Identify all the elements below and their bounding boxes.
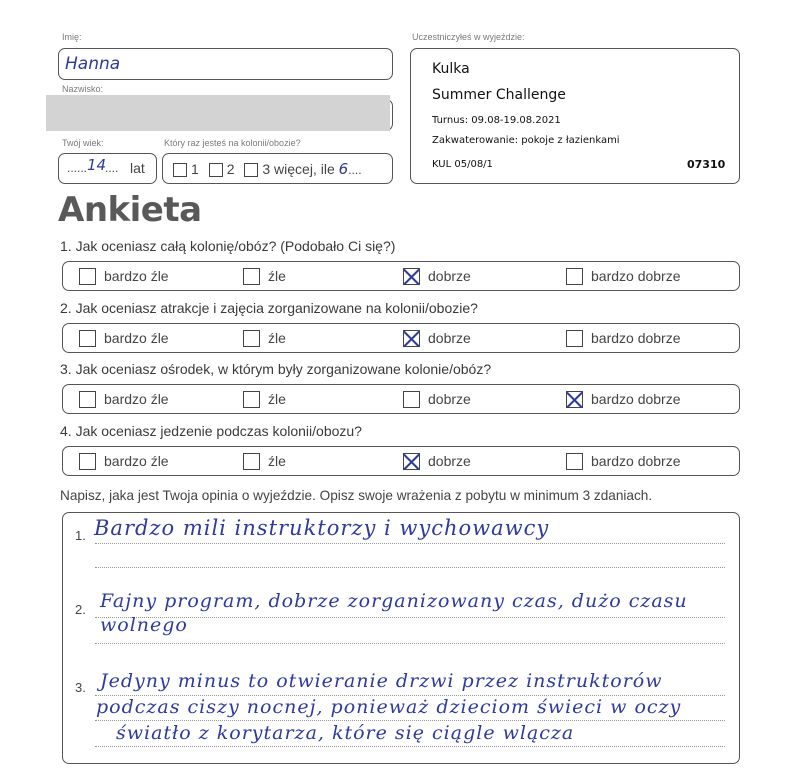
opinion-line-1: Bardzo mili instruktorzy i wychowawcy: [94, 516, 550, 540]
option-label: dobrze: [428, 453, 471, 469]
dotted-line: [95, 746, 725, 747]
opinion-line-3b: podczas ciszy nocnej, ponieważ dzieciom świeci w oczy: [96, 696, 682, 718]
option-label: bardzo dobrze: [591, 330, 681, 346]
question-4-option-2[interactable]: [243, 451, 286, 471]
checkbox[interactable]: [79, 453, 96, 470]
option-label: bardzo źle: [104, 268, 169, 284]
checkbox[interactable]: [243, 268, 260, 285]
redacted-surname: [46, 95, 390, 131]
question-1-option-1[interactable]: [79, 266, 169, 286]
question-1-answers: [62, 261, 740, 291]
wiek-suffix: ....: [105, 161, 119, 175]
question-4-option-4[interactable]: [566, 451, 681, 471]
question-4-answers: [62, 446, 740, 476]
imie-label: Imię:: [62, 32, 82, 42]
checkbox-checked[interactable]: [403, 453, 420, 470]
checkbox[interactable]: [79, 268, 96, 285]
opinion-line-3c: światło z korytarza, które się ciągle wlącza: [116, 722, 575, 744]
checkbox-checked[interactable]: [403, 268, 420, 285]
ile-suffix: ....: [348, 163, 362, 177]
imie-field[interactable]: [58, 48, 393, 80]
checkbox[interactable]: [243, 330, 260, 347]
checkbox[interactable]: [243, 391, 260, 408]
option-label: źle: [268, 330, 286, 346]
question-4-option-1[interactable]: [79, 451, 169, 471]
dotted-line: [95, 643, 725, 644]
option-label: źle: [268, 391, 286, 407]
ktory-raz-label: Który raz jesteś na kolonii/obozie?: [164, 138, 301, 148]
nazwisko-label: Nazwisko:: [62, 84, 104, 94]
option-label: dobrze: [428, 268, 471, 284]
wiek-prefix: ......: [67, 161, 88, 175]
opinion-line-3a: Jedyny minus to otwieranie drzwi przez instruktorów: [100, 670, 663, 692]
checkbox[interactable]: [566, 330, 583, 347]
question-3-option-1[interactable]: [79, 389, 169, 409]
checkbox[interactable]: [243, 453, 260, 470]
option-label: bardzo dobrze: [591, 391, 681, 407]
opinion-line-2a: Fajny program, dobrze zorganizowany czas, dużo czasu: [100, 590, 688, 612]
trip-name-line2: Summer Challenge: [432, 87, 566, 103]
imie-value: Hanna: [65, 54, 121, 74]
checkbox-checked[interactable]: [403, 330, 420, 347]
opt3-label: 3 więcej, ile: [262, 161, 335, 177]
option-label: bardzo źle: [104, 391, 169, 407]
trip-number: 07310: [687, 158, 726, 171]
checkbox[interactable]: [566, 453, 583, 470]
question-3-answers: [62, 384, 740, 414]
opinion-prompt: Napisz, jaka jest Twoja opinia o wyjeździe. Opisz swoje wrażenia z pobytu w minimum 3 zdaniach.: [60, 488, 653, 503]
question-4-option-3[interactable]: [403, 451, 471, 471]
question-2-option-2[interactable]: [243, 328, 286, 348]
opt2-label: 2: [226, 161, 235, 177]
checkbox[interactable]: [79, 330, 96, 347]
opinion-number-1: 1.: [75, 528, 86, 543]
option-label: dobrze: [428, 391, 471, 407]
trip-zakwaterowanie: Zakwaterowanie: pokoje z łazienkami: [432, 135, 620, 146]
option-label: bardzo źle: [104, 330, 169, 346]
opinion-line-2b: wolnego: [100, 614, 188, 636]
option-label: źle: [268, 268, 286, 284]
wiek-label: Twój wiek:: [62, 138, 104, 148]
lat-label: lat: [130, 160, 145, 176]
question-4-text: 4. Jak oceniasz jedzenie podczas kolonii/obozu?: [60, 423, 362, 439]
trip-name-line1: Kulka: [432, 61, 470, 77]
question-2-option-3[interactable]: [403, 328, 471, 348]
question-3-option-2[interactable]: [243, 389, 286, 409]
question-2-option-1[interactable]: [79, 328, 169, 348]
checkbox[interactable]: [403, 391, 420, 408]
question-2-option-4[interactable]: [566, 328, 681, 348]
option-label: źle: [268, 453, 286, 469]
uczestnik-label: Uczestniczyłeś w wyjeździe:: [412, 32, 525, 42]
question-1-option-2[interactable]: [243, 266, 286, 286]
opinion-number-3: 3.: [75, 680, 86, 695]
option-label: bardzo źle: [104, 453, 169, 469]
opt2-checkbox[interactable]: [209, 163, 223, 177]
ile-value: 6: [338, 160, 349, 178]
dotted-line: [95, 543, 725, 544]
trip-turnus: Turnus: 09.08-19.08.2021: [432, 115, 561, 126]
ktory-raz-field[interactable]: [162, 153, 393, 184]
trip-code: KUL 05/08/1: [432, 159, 493, 170]
page-title: Ankieta: [58, 190, 202, 230]
checkbox[interactable]: [79, 391, 96, 408]
question-1-option-3[interactable]: [403, 266, 471, 286]
wiek-value: 14: [87, 156, 107, 174]
checkbox-checked[interactable]: [566, 391, 583, 408]
question-1-text: 1. Jak oceniasz całą kolonię/obóz? (Podobało Ci się?): [60, 238, 396, 254]
opt1-checkbox[interactable]: [173, 163, 187, 177]
dotted-line: [95, 720, 725, 721]
option-label: bardzo dobrze: [591, 453, 681, 469]
question-2-answers: [62, 323, 740, 353]
trip-info-box: [410, 48, 740, 184]
question-2-text: 2. Jak oceniasz atrakcje i zajęcia zorganizowane na kolonii/obozie?: [60, 300, 478, 316]
question-3-option-3[interactable]: [403, 389, 471, 409]
option-label: bardzo dobrze: [591, 268, 681, 284]
dotted-line: [95, 617, 725, 618]
question-1-option-4[interactable]: [566, 266, 681, 286]
wiek-field[interactable]: [58, 153, 157, 184]
opt3-checkbox[interactable]: [244, 163, 258, 177]
opt1-label: 1: [191, 161, 199, 177]
dotted-line: [95, 567, 725, 568]
option-label: dobrze: [428, 330, 471, 346]
checkbox[interactable]: [566, 268, 583, 285]
question-3-text: 3. Jak oceniasz ośrodek, w którym były zorganizowane kolonie/obóz?: [60, 361, 492, 377]
opinion-number-2: 2.: [75, 602, 86, 617]
question-3-option-4[interactable]: [566, 389, 681, 409]
